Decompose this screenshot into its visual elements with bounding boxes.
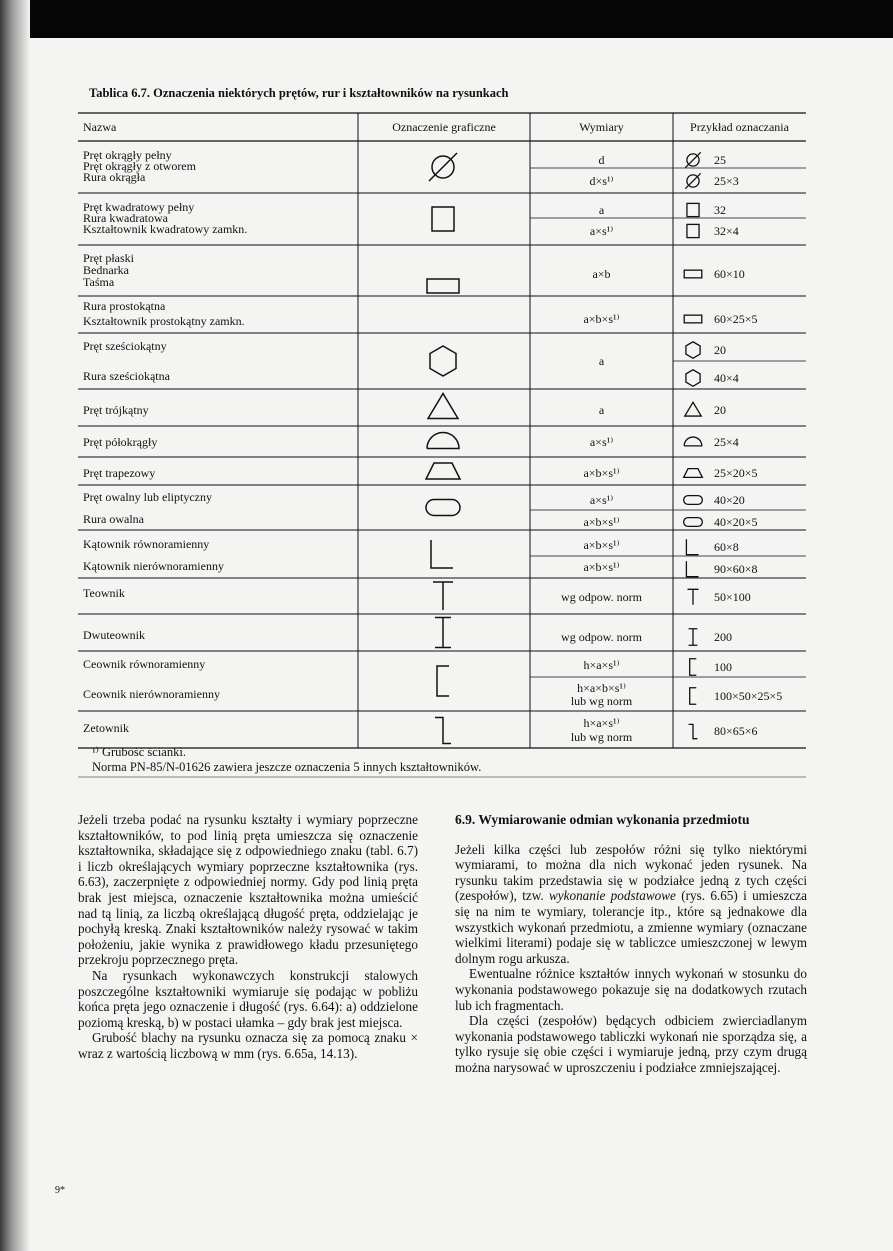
profile-name: Rura kwadratowa [83,211,168,225]
dimension-formula: a×s¹⁾ [589,493,614,507]
example-symbol [684,469,703,478]
dimension-formula: lub wg norm [570,694,633,708]
left-paragraph-2: Na rysunkach wykonawczych konstrukcji stalowych poszczególne kształtowniki wymiaruje się podając w pobliżu końca pręta jego oznaczenie i długość (rys. 6.64): a) oddzielone poziomą kreską, b) w postaci ułamka – gdy brak jest miejsca. [78,967,418,1030]
example-symbol [684,315,702,323]
example-value: 20 [714,343,726,357]
profile-name: Ceownik równoramienny [83,657,206,671]
graphic-symbol [437,666,449,696]
graphic-symbol [427,433,459,449]
graphic-symbol [435,618,451,648]
profile-name: Rura owalna [83,512,144,526]
example-value: 32×4 [714,224,739,238]
header-cell: Nazwa [83,120,117,134]
example-value: 25 [714,153,726,167]
term-basic-variant: wykonanie podstawowe [548,888,676,904]
profile-name: Rura prostokątna [83,299,166,313]
graphic-symbol [426,463,460,479]
example-symbol [687,203,699,216]
example-symbol [690,688,697,705]
profile-name: Pręt półokrągły [83,435,158,449]
right-paragraph-1-part-b: (rys. 6.65) i umieszcza się na nim te wymiary, tolerancje itp., które są jednakowe dla wszystkich wykonań przedmiotu, a zmienne wymiary (oznaczane wielkimi literami) podaje się w tabliczce umieszczonej w lewym dolnym rogu arkusza. [455,888,807,966]
graphic-symbol [430,346,456,376]
profile-name: Rura okrągła [83,170,146,184]
right-paragraph-3: Dla części (zespołów) będących odbiciem zwierciadlanym wykonania podstawowego tabliczki wykonań nie sporządza się, a tylko rysuje się obie części i wymiaruje jedną, przy czym drugą można narysować w uproszczeniu i podziałce zmniejszającej. [455,1013,807,1075]
footnote-norm: Norma PN-85/N-01626 zawiera jeszcze oznaczenia 5 innych kształtowników. [92,760,482,774]
graphic-symbol [435,718,451,744]
graphic-symbol [433,582,453,610]
profile-name: Pręt trapezowy [83,466,156,480]
left-paragraph-1: Jeżeli trzeba podać na rysunku kształty i wymiary poprzeczne kształtowników, to pod linią pręta umieszcza się oznaczenie kształtownika, składające się z odpowiedniego znaku (tabl. 6.7) i liczb określających wymiary poprzeczne kształtownika (rys. 6.63), zaczerpnięte z odpowiedniej normy. Gdy pod linią pręta brak jest miejsca, oznaczenie kształtownika można umieścić nad tą linią, za liczbą określającą długość pręta, oddzielając je pochyłą kreską. Znaki kształtowników należy rysować w takim położeniu, jakie wynika z prawidłowego kładu przesuniętego przekroju poprzecznego pręta. [78,812,418,968]
example-value: 25×20×5 [714,466,758,480]
profile-name: Bednarka [83,263,129,277]
dimension-formula: a×b×s¹⁾ [583,538,620,552]
example-value: 80×65×6 [714,724,758,738]
right-paragraph-1-part-a: Jeżeli kilka części lub zespołów różni się tylko niektórymi wymiarami, to można dla nich wykonać jeden rysunek. Na rysunku takim przedstawia się w podziałce jedną z tych części (zespołów), tzw. [455,841,807,904]
right-paragraph-1 [455,842,807,967]
left-text-column [78,812,418,1062]
dimension-formula: wg odpow. norm [561,590,642,604]
example-symbol [686,342,700,359]
header-cell: Oznaczenie graficzne [392,120,496,134]
dimension-formula: h×a×s¹⁾ [583,658,620,672]
graphic-symbol [428,394,458,419]
profile-name: Ceownik nierównoramienny [83,687,220,701]
dimension-formula: h×a×b×s¹⁾ [577,681,626,695]
example-symbol [689,724,698,738]
dimension-formula: a [598,203,605,217]
example-value: 32 [714,203,726,217]
profile-name: Pręt okrągły pełny [83,148,172,162]
section-heading: 6.9. Wymiarowanie odmian wykonania przedmiotu [455,812,750,827]
dimension-formula: a×b×s¹⁾ [583,560,620,574]
dimension-formula: d×s¹⁾ [589,174,614,188]
left-paragraph-3: Grubość blachy na rysunku oznacza się za pomocą znaku × wraz z wartością liczbową w mm (rys. 6.65a, 14.13). [78,1030,418,1061]
profile-name: Pręt owalny lub eliptyczny [83,490,212,504]
example-value: 60×8 [714,540,739,554]
example-value: 25×4 [714,435,739,449]
graphic-symbol [432,207,454,231]
example-symbol [688,589,699,604]
profile-name: Pręt trójkątny [83,403,149,417]
profile-name: Zetownik [83,721,129,735]
dimension-formula: a [598,354,605,368]
profile-name: Kształtownik kwadratowy zamkn. [83,222,248,236]
example-value: 20 [714,403,726,417]
dimension-formula: a×b×s¹⁾ [583,515,620,529]
header-cell: Wymiary [579,120,624,134]
graphic-symbol [427,279,459,293]
example-symbol [686,561,698,576]
dimension-formula: a×b×s¹⁾ [583,466,620,480]
example-symbol [684,270,702,278]
profile-name: Pręt płaski [83,251,134,265]
profile-name: Teownik [83,586,125,600]
example-value: 60×25×5 [714,312,758,326]
example-value: 40×20 [714,493,745,507]
example-value: 25×3 [714,174,739,188]
graphic-symbol [426,500,460,516]
profile-name: Kątownik równoramienny [83,537,210,551]
example-symbol [686,370,700,387]
example-value: 200 [714,630,732,644]
right-paragraph-2: Ewentualne różnice kształtów innych wykonań w stosunku do wykonania podstawowego pokazuje się na dodatkowych rzutach lub ich fragmentach. [455,966,807,1013]
example-symbol [685,402,702,416]
example-symbol [687,224,699,237]
example-value: 40×4 [714,371,739,385]
profile-name: Pręt kwadratowy pełny [83,200,195,214]
page-number: 9* [55,1185,65,1196]
example-symbol [684,518,703,527]
dimension-formula: wg odpow. norm [561,630,642,644]
example-value: 50×100 [714,590,751,604]
dimension-formula: a×s¹⁾ [589,435,614,449]
dimension-formula: a×b [592,267,611,281]
example-symbol [685,173,700,188]
example-symbol [684,437,702,446]
profile-name: Pręt okrągły z otworem [83,159,196,173]
example-value: 100×50×25×5 [714,689,783,703]
example-value: 100 [714,660,732,674]
profile-name: Kształtownik prostokątny zamkn. [83,314,245,328]
example-symbol [684,496,703,505]
example-value: 90×60×8 [714,562,758,576]
example-symbol [690,659,697,676]
table-caption: Tablica 6.7. Oznaczenia niektórych prętów, rur i kształtowników na rysunkach [89,86,509,100]
dimension-formula: d [598,153,605,167]
profile-name: Taśma [83,275,115,289]
profile-name: Dwuteownik [83,628,145,642]
dimension-formula: a×s¹⁾ [589,224,614,238]
footnote-thickness: ¹⁾ Grubość ścianki. [92,745,186,759]
graphic-symbol [431,540,453,568]
graphic-symbol [429,153,457,181]
example-value: 40×20×5 [714,515,758,529]
example-value: 60×10 [714,267,745,281]
right-text-column [455,812,807,1076]
example-symbol [686,539,698,554]
example-symbol [685,152,700,167]
dimension-formula: a×b×s¹⁾ [583,312,620,326]
profile-name: Kątownik nierównoramienny [83,559,224,573]
profile-name: Rura sześciokątna [83,369,170,383]
dimension-formula: h×a×s¹⁾ [583,716,620,730]
example-symbol [689,629,698,646]
dimension-formula: a [598,403,605,417]
header-cell: Przykład oznaczania [690,120,789,134]
dimension-formula: lub wg norm [570,730,633,744]
profile-name: Pręt sześciokątny [83,339,167,353]
